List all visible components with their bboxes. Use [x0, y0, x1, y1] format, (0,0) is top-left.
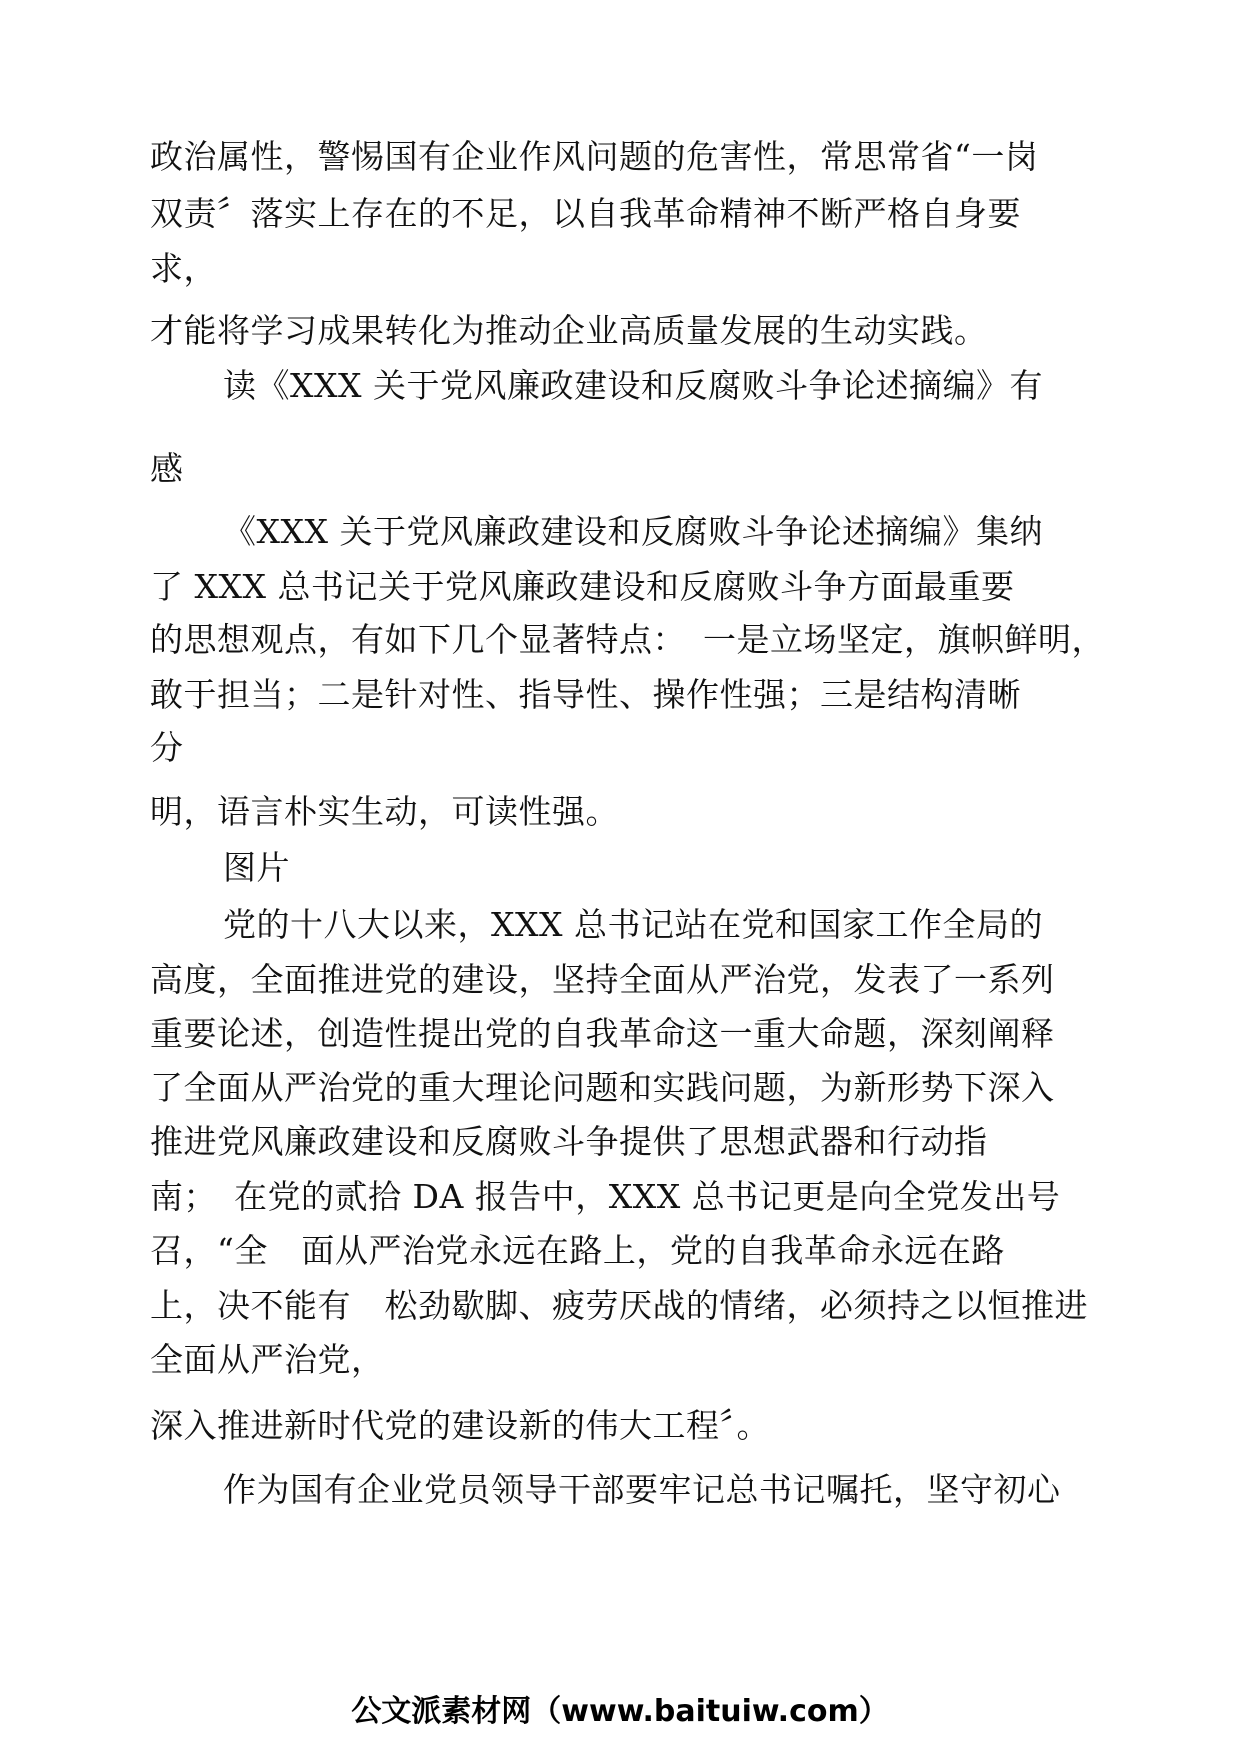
body-line: 高度，全面推进党的建设，坚持全面从严治党，发表了一系列 — [150, 960, 1055, 999]
body-line: 明，语言朴实生动，可读性强。 — [150, 792, 619, 831]
body-line: 了 XXX 总书记关于党风廉政建设和反腐败斗争方面最重要 — [150, 567, 1015, 606]
section-heading: 读《XXX 关于党风廉政建设和反腐败斗争论述摘编》有 — [223, 366, 1043, 405]
body-line: 党的十八大以来，XXX 总书记站在党和国家工作全局的 — [223, 905, 1043, 944]
body-line: 召，“全 面从严治党永远在路上，党的自我革命永远在路 — [150, 1231, 1005, 1270]
body-line: 才能将学习成果转化为推动企业高质量发展的生动实践。 — [150, 311, 988, 350]
body-line: 南； 在党的贰拾 DA 报告中，XXX 总书记更是向全党发出号 — [150, 1177, 1061, 1216]
body-line: 分 — [150, 728, 184, 767]
body-line: 敢于担当；二是针对性、指导性、操作性强；三是结构清晰 — [150, 675, 1021, 714]
body-line: 了全面从严治党的重大理论问题和实践问题，为新形势下深入 — [150, 1068, 1055, 1107]
body-line: 重要论述，创造性提出党的自我革命这一重大命题，深刻阐释 — [150, 1014, 1055, 1053]
body-line: 上，决不能有 松劲歇脚、疲劳厌战的情绪，必须持之以恒推进 — [150, 1286, 1088, 1325]
section-heading-continuation: 感 — [150, 449, 184, 488]
page-footer-watermark: 公文派素材网（www.baituiw.com） — [351, 1694, 889, 1729]
body-line: 政治属性，警惕国有企业作风问题的危害性，常思常省“一岗 — [150, 137, 1039, 176]
body-line: 作为国有企业党员领导干部要牢记总书记嘱托，坚守初心 — [223, 1470, 1061, 1509]
body-line: 全面从严治党， — [150, 1340, 385, 1379]
body-line: 求， — [150, 249, 217, 288]
body-line: 推进党风廉政建设和反腐败斗争提供了思想武器和行动指 — [150, 1122, 988, 1161]
body-line: 深入推进新时代党的建设新的伟大工程〞。 — [150, 1406, 770, 1445]
image-placeholder-label: 图片 — [223, 848, 290, 887]
body-line: 双责〞落实上存在的不足，以自我革命精神不断严格自身要 — [150, 194, 1021, 233]
body-line: 的思想观点，有如下几个显著特点： 一是立场坚定，旗帜鲜明， — [150, 620, 1105, 659]
body-line: 《XXX 关于党风廉政建设和反腐败斗争论述摘编》集纳 — [223, 512, 1043, 551]
